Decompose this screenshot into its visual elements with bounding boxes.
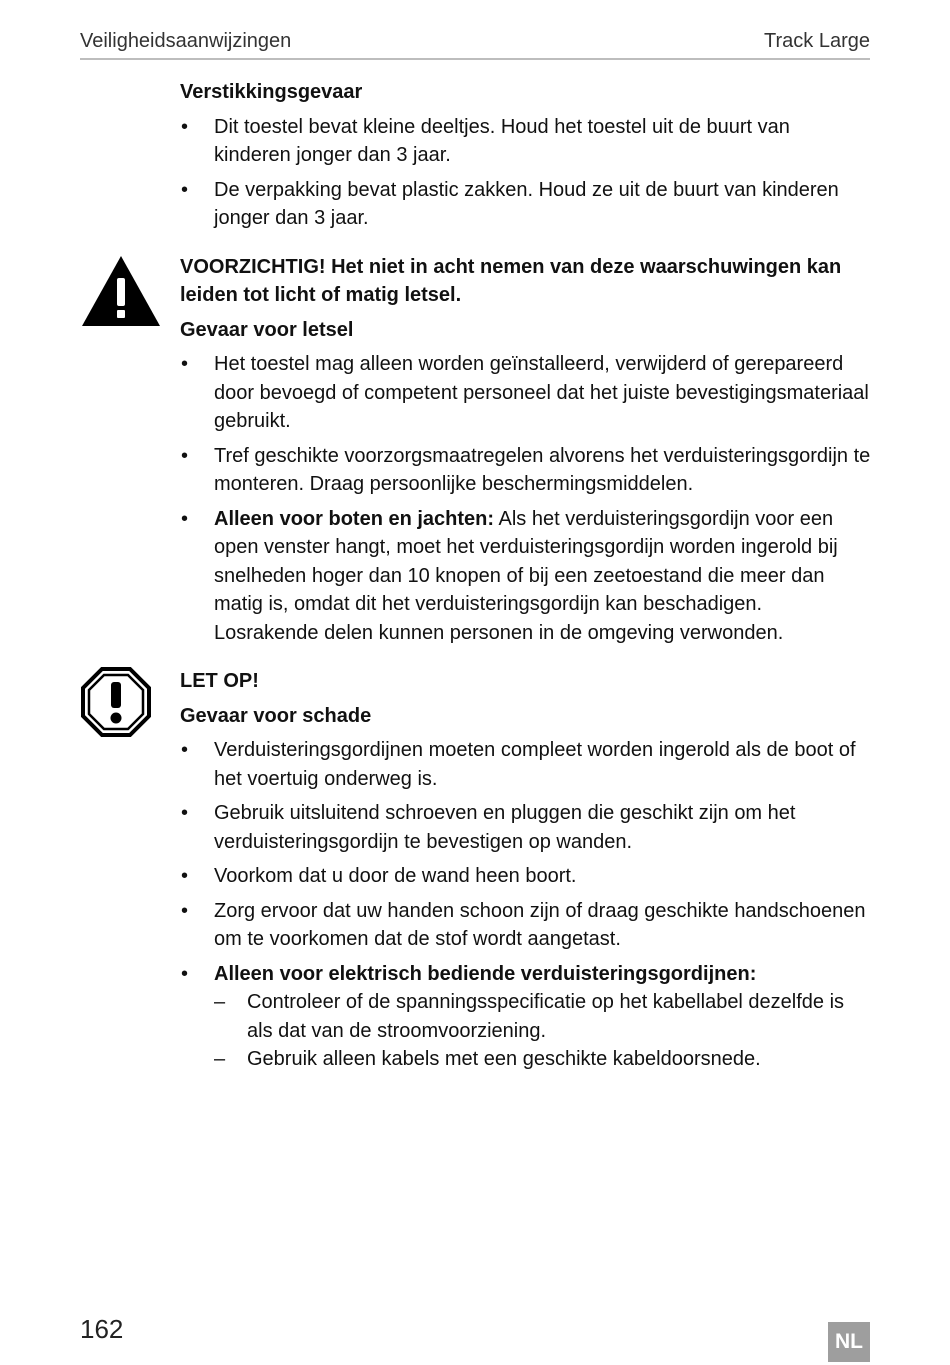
list-item: • Voorkom dat u door de wand heen boort. [180, 862, 872, 891]
section-title: Veiligheidsaanwijzingen [80, 30, 292, 52]
list-item: • Zorg ervoor dat uw handen schoon zijn of draag geschikte handschoenen om te voorkomen dat de stof wordt aangetast. [180, 897, 872, 954]
electric-sub-list [214, 988, 872, 1074]
caution-title: VOORZICHTIG! Het niet in acht nemen van deze waarschuwingen kan leiden tot licht of matig letsel. [180, 255, 842, 306]
caution-list [180, 350, 872, 647]
product-name: Track Large [764, 30, 870, 52]
list-item [180, 505, 872, 648]
list-item: • De verpakking bevat plastic zakken. Houd ze uit de buurt van kinderen jonger dan 3 jaar. [180, 176, 872, 233]
suffocation-list [180, 113, 872, 233]
warning-triangle-icon [80, 254, 162, 328]
notice-subtitle: Gevaar voor schade [180, 704, 372, 727]
caution-subtitle: Gevaar voor letsel [180, 318, 354, 341]
sub-list-item: – Gebruik alleen kabels met een geschikte kabeldoorsnede. [214, 1045, 872, 1074]
page-number: 162 [80, 1314, 124, 1344]
suffocation-heading: Verstikkingsgevaar [180, 81, 363, 103]
notice-title: LET OP! [180, 670, 259, 692]
electric-lead: • Alleen voor elektrisch bediende verduisteringsgordijnen: [214, 962, 757, 985]
boats-lead: Alleen voor boten en jachten: [214, 507, 495, 530]
list-item: • Tref geschikte voorzorgsmaatregelen alvorens het verduisteringsgordijn te monteren. Draag persoonlijke beschermingsmiddelen. [180, 442, 872, 499]
notice-list [180, 736, 872, 1074]
list-item: • Gebruik uitsluitend schroeven en pluggen die geschikt zijn om het verduisteringsgordijn te bevestigen op wanden. [180, 799, 872, 856]
boats-text: Als het verduisteringsgordijn voor een open venster hangt, moet het verduisteringsgordijn worden ingerold bij snelheden hoger dan 10 knopen of bij een zeetoestand die meer dan matig is, omdat dit het verduisteringsgordijn kan beschadigen. Losrakende delen kunnen personen in de omgeving verwonden. [214, 507, 838, 644]
page-content [180, 78, 872, 1088]
page-header [80, 28, 870, 60]
sub-list-item: – Controleer of de spanningsspecificatie op het kabellabel dezelfde is als dat van de stroomvoorziening. [214, 988, 872, 1045]
language-badge: NL [828, 1322, 870, 1362]
caution-section [180, 253, 872, 648]
notice-octagon-icon [80, 666, 152, 738]
list-item: • Verduisteringsgordijnen moeten compleet worden ingerold als de boot of het voertuig onderweg is. [180, 736, 872, 793]
list-item: • Het toestel mag alleen worden geïnstalleerd, verwijderd of gerepareerd door bevoegd of competent personeel dat het juiste bevestigingsmateriaal gebruikt. [180, 350, 872, 436]
suffocation-section [180, 78, 872, 233]
notice-section [180, 667, 872, 1074]
list-item [180, 960, 872, 1074]
list-item: • Dit toestel bevat kleine deeltjes. Houd het toestel uit de buurt van kinderen jonger dan 3 jaar. [180, 113, 872, 170]
